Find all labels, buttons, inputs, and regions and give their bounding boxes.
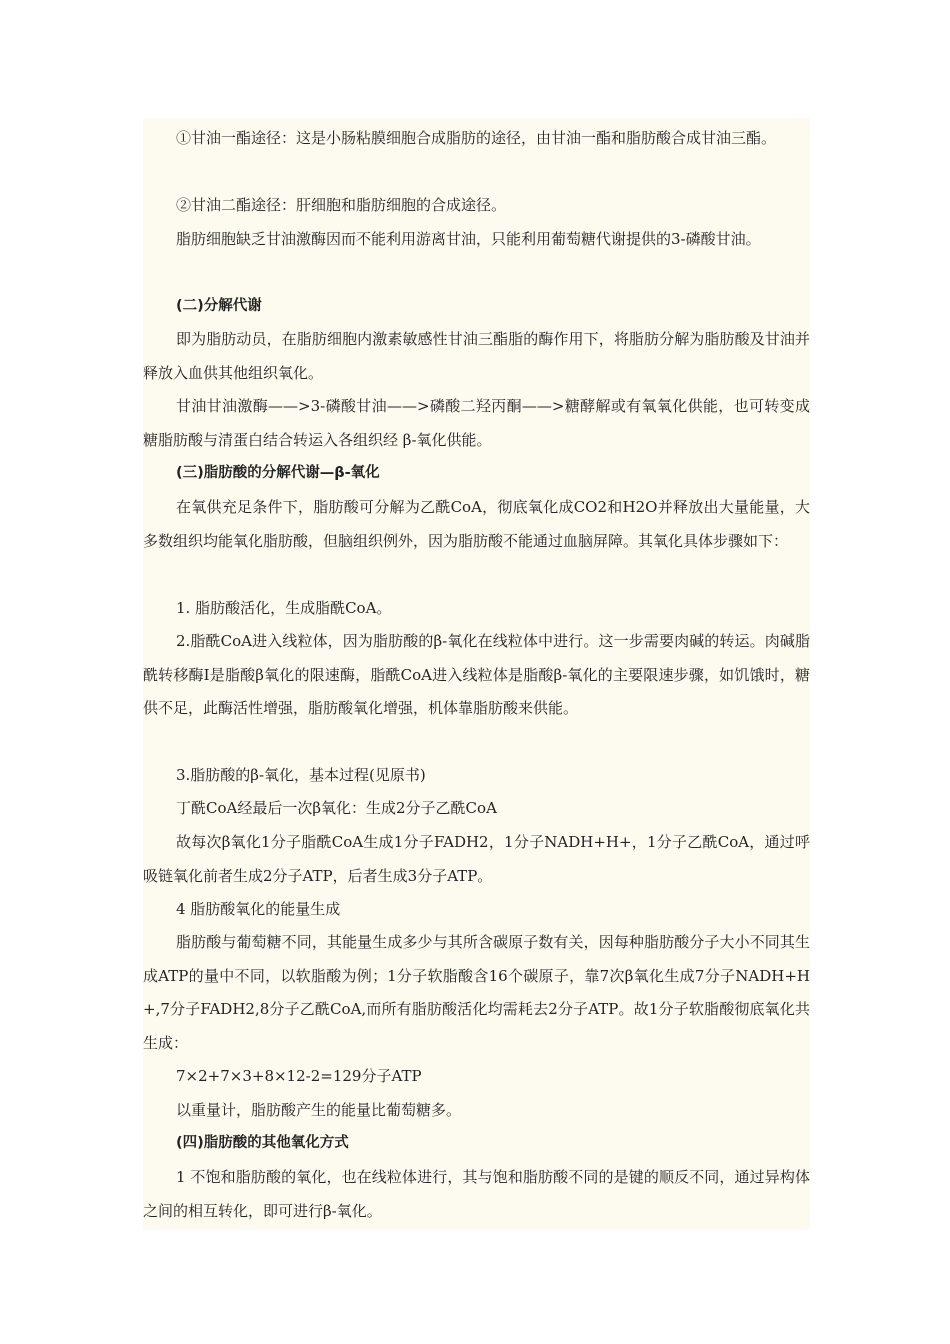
paragraph-unsaturated-fatty-acid: 1 不饱和脂肪酸的氧化，也在线粒体进行，其与饱和脂肪酸不同的是键的顺反不同，通过异构体之间的相互转化，即可进行β-氧化。 bbox=[143, 1168, 810, 1220]
section-heading-other-oxidation: (四)脂肪酸的其他氧化方式 bbox=[176, 1135, 349, 1151]
paragraph-monoglyceride-pathway: ①甘油一酯途径：这是小肠粘膜细胞合成脂肪的途径，由甘油一酯和脂肪酸合成甘油三酯。 bbox=[176, 129, 777, 147]
section-heading-beta-oxidation: (三)脂肪酸的分解代谢—β-氧化 bbox=[176, 465, 380, 481]
paragraph-step-3-beta-oxidation: 3.脂肪酸的β-氧化，基本过程(见原书) bbox=[176, 766, 426, 784]
paragraph-diglyceride-pathway: ②甘油二酯途径：肝细胞和脂肪细胞的合成途径。 bbox=[176, 196, 507, 214]
paragraph-energy-comparison: 以重量计，脂肪酸产生的能量比葡萄糖多。 bbox=[176, 1101, 462, 1119]
paragraph-glycerol-kinase: 脂肪细胞缺乏甘油激酶因而不能利用游离甘油，只能利用葡萄糖代谢提供的3-磷酸甘油。 bbox=[176, 230, 761, 248]
paragraph-per-cycle-yield: 故每次β氧化1分子脂酰CoA生成1分子FADH2，1分子NADH+H+，1分子乙酰CoA，通过呼吸链氧化前者生成2分子ATP，后者生成3分子ATP。 bbox=[143, 833, 810, 885]
paragraph-oxidation-overview: 在氧供充足条件下，脂肪酸可分解为乙酰CoA，彻底氧化成CO2和H2O并释放出大量能量，大多数组织均能氧化脂肪酸，但脑组织例外，因为脂肪酸不能通过血脑屏障。其氧化具体步骤如下： bbox=[143, 498, 810, 550]
paragraph-butyryl-coa: 丁酰CoA经最后一次β氧化：生成2分子乙酰CoA bbox=[176, 799, 497, 817]
paragraph-fat-mobilization: 即为脂肪动员，在脂肪细胞内激素敏感性甘油三酯脂的酶作用下，将脂肪分解为脂肪酸及甘油并释放入血供其他组织氧化。 bbox=[143, 330, 810, 382]
paragraph-glycerol-metabolism: 甘油甘油激酶——>3-磷酸甘油——>磷酸二羟丙酮——>糖酵解或有氧氧化供能，也可转变成糖脂肪酸与清蛋白结合转运入各组织经 β-氧化供能。 bbox=[143, 397, 810, 449]
paragraph-palmitate-example: 脂肪酸与葡萄糖不同，其能量生成多少与其所含碳原子数有关，因每种脂肪酸分子大小不同其生成ATP的量中不同，以软脂酸为例；1分子软脂酸含16个碳原子，靠7次β氧化生成7分子NADH+H+,7分子FADH2,8分子乙酰CoA,而所有脂肪酸活化均需耗去2分子ATP。故1分子软脂酸彻底氧化共生成： bbox=[143, 933, 810, 1052]
paragraph-atp-formula: 7×2+7×3+8×12-2=129分子ATP bbox=[176, 1067, 422, 1085]
paragraph-step-1-activation: 1. 脂肪酸活化，生成脂酰CoA。 bbox=[176, 599, 392, 617]
section-heading-catabolism: (二)分解代谢 bbox=[176, 298, 262, 314]
paragraph-step-4-energy: 4 脂肪酸氧化的能量生成 bbox=[176, 900, 341, 918]
document-body bbox=[143, 118, 810, 1230]
paragraph-step-2-transport: 2.脂酰CoA进入线粒体，因为脂肪酸的β-氧化在线粒体中进行。这一步需要肉碱的转运。肉碱脂酰转移酶Ⅰ是脂酸β氧化的限速酶，脂酰CoA进入线粒体是脂酸β-氧化的主要限速步骤，如饥饿时，糖供不足，此酶活性增强，脂肪酸氧化增强，机体靠脂肪酸来供能。 bbox=[143, 632, 810, 717]
